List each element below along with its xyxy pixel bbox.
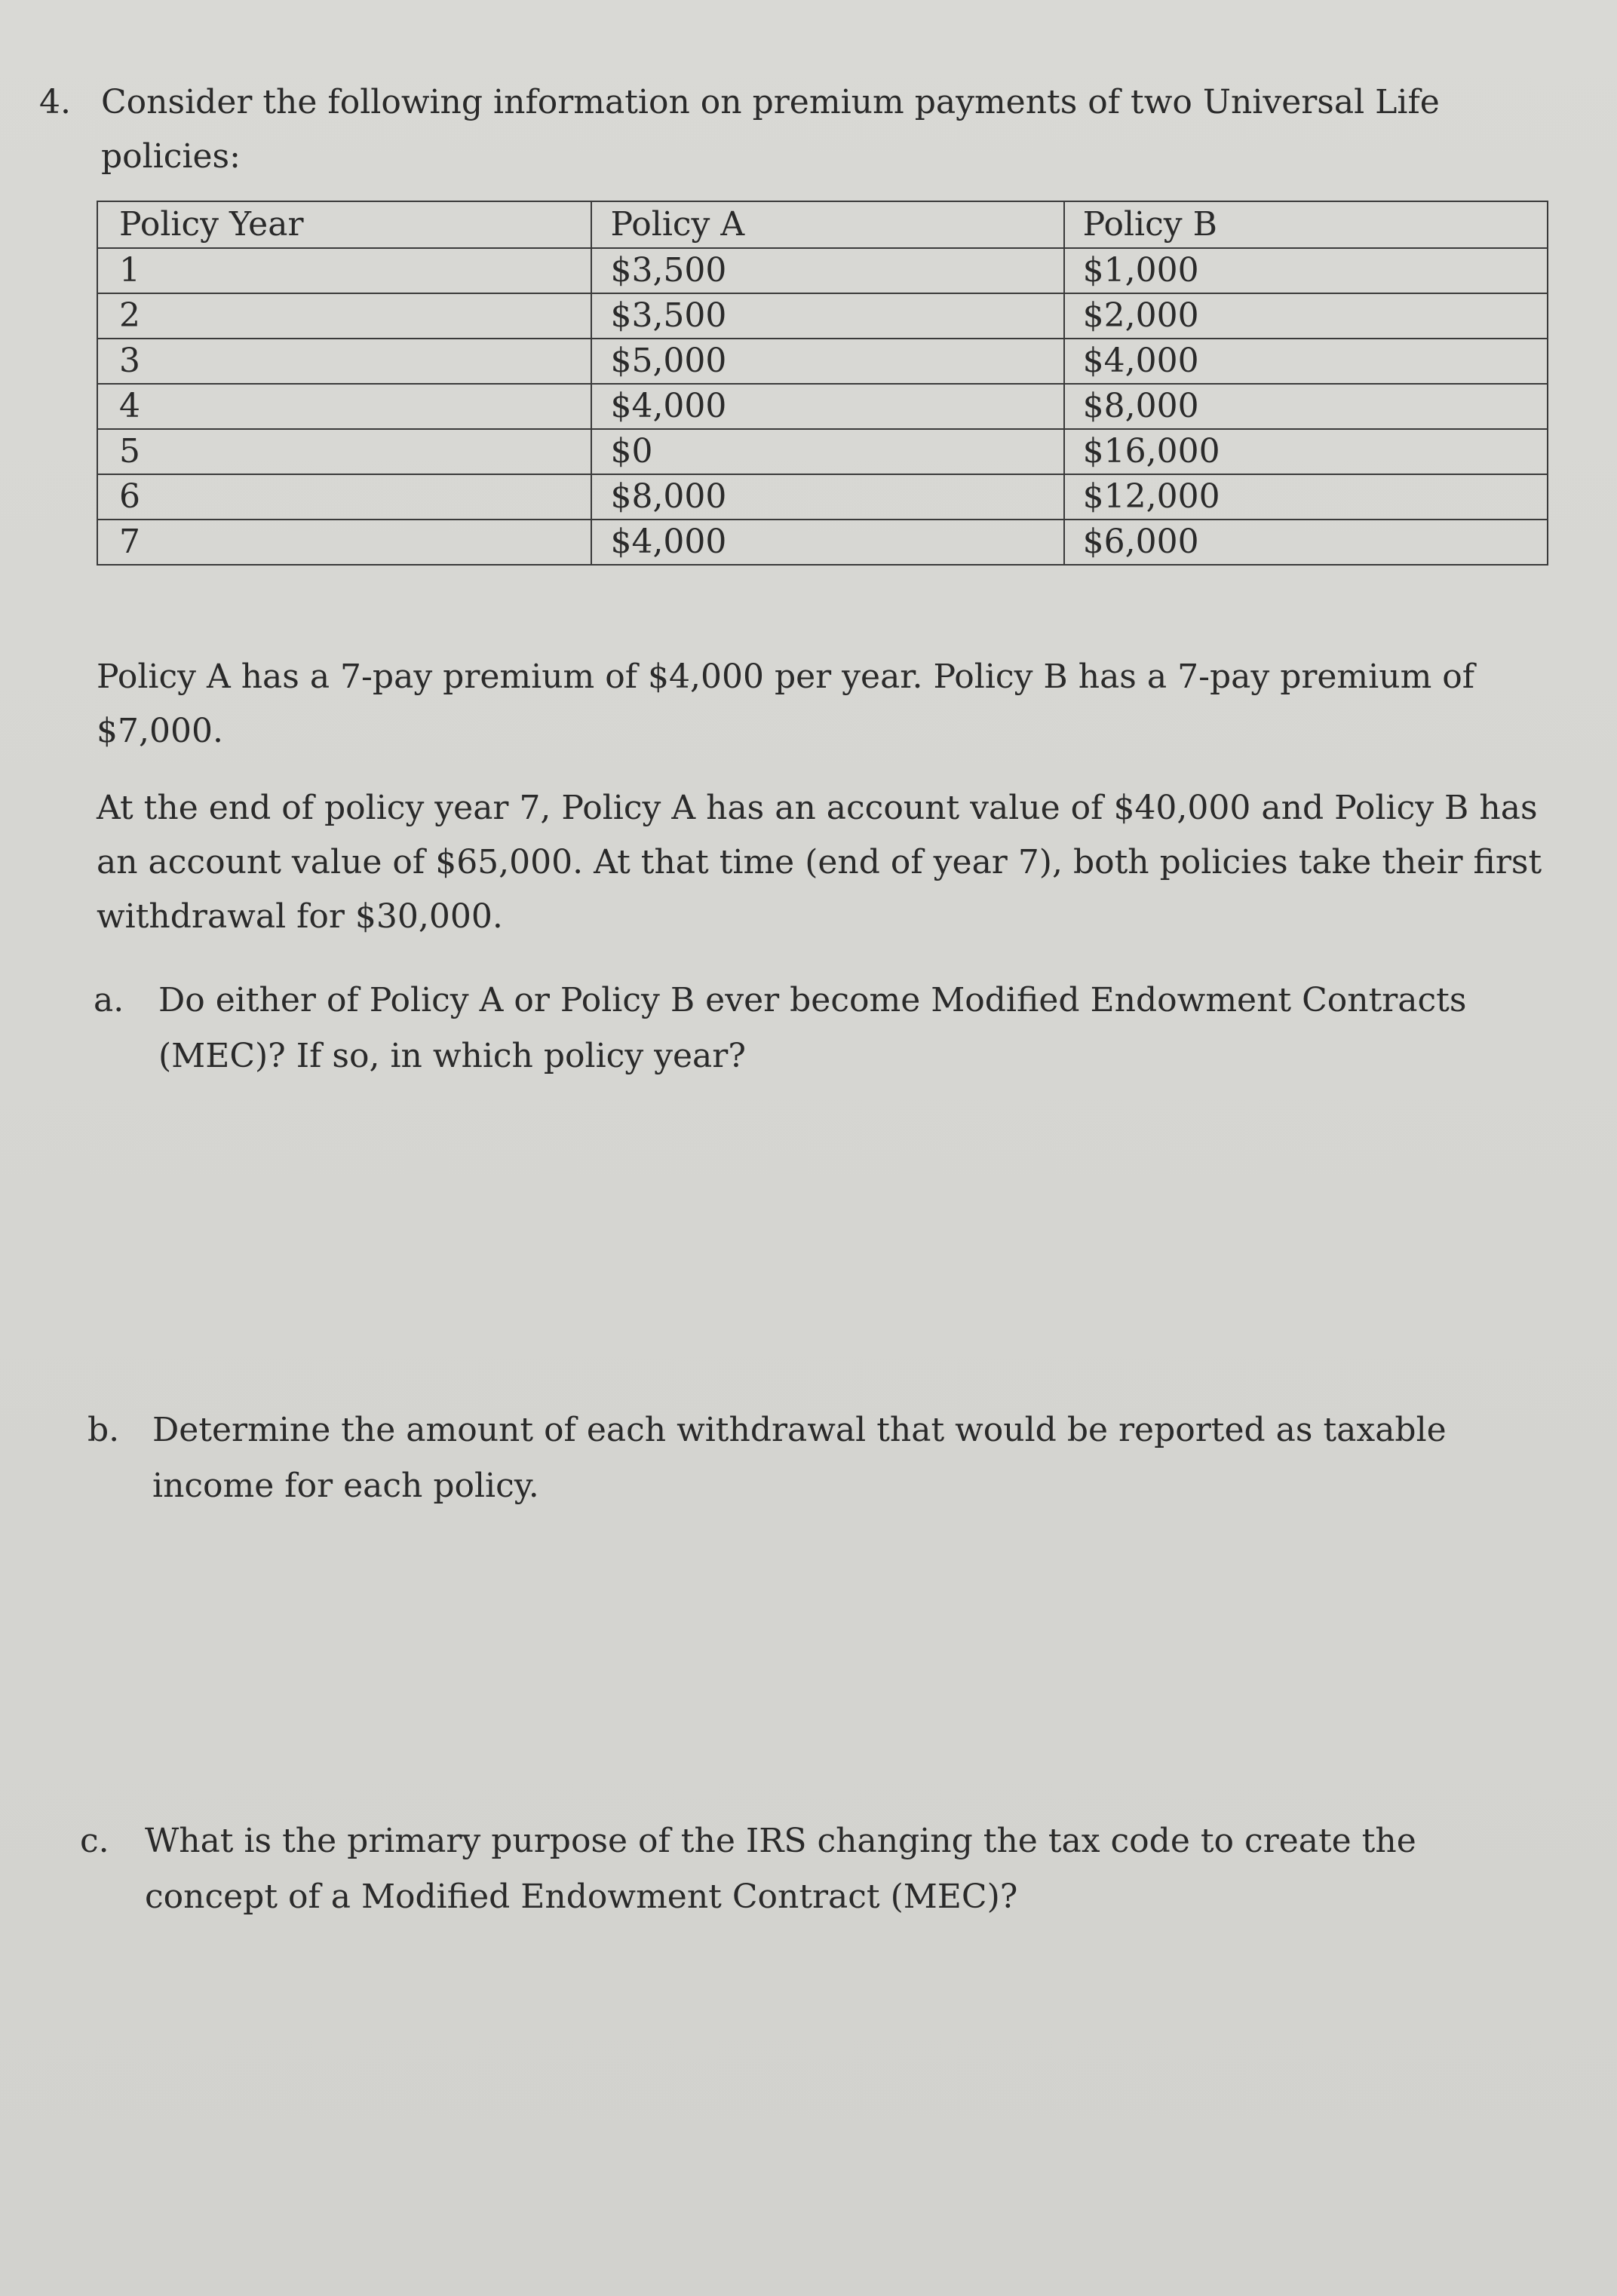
account-values-paragraph: At the end of policy year 7, Policy A has an account value of $40,000 and Policy B has an account value of $65,000. At that time (end of year 7), both policies take their first withdrawal for $30,000.	[97, 789, 1542, 936]
table-row	[97, 384, 1548, 429]
part-b	[87, 1402, 1520, 1514]
cell-policy-year: 1	[97, 248, 591, 293]
premium-payments-table	[97, 201, 1548, 566]
cell-policy-b: $8,000	[1064, 384, 1548, 429]
seven-pay-paragraph: Policy A has a 7-pay premium of $4,000 per year. Policy B has a 7-pay premium of $7,000.	[97, 658, 1475, 750]
cell-policy-b: $16,000	[1064, 429, 1548, 474]
cell-policy-a: $4,000	[591, 520, 1063, 565]
table-row	[97, 474, 1548, 520]
question-number: 4.	[39, 83, 71, 121]
table-row	[97, 293, 1548, 339]
cell-policy-b: $6,000	[1064, 520, 1548, 565]
part-c-letter: c.	[80, 1822, 109, 1860]
table-header-row	[97, 201, 1548, 248]
cell-policy-a: $3,500	[591, 248, 1063, 293]
cell-policy-b: $1,000	[1064, 248, 1548, 293]
cell-policy-year: 7	[97, 520, 591, 565]
table-row	[97, 429, 1548, 474]
header-policy-b: Policy B	[1064, 201, 1548, 248]
cell-policy-year: 4	[97, 384, 591, 429]
cell-policy-year: 6	[97, 474, 591, 520]
cell-policy-b: $12,000	[1064, 474, 1548, 520]
cell-policy-a: $5,000	[591, 339, 1063, 384]
table-row	[97, 339, 1548, 384]
cell-policy-year: 2	[97, 293, 591, 339]
cell-policy-b: $2,000	[1064, 293, 1548, 339]
part-b-letter: b.	[87, 1411, 120, 1449]
question-intro: Consider the following information on premium payments of two Universal Life policies:	[101, 83, 1440, 176]
part-a-question: Do either of Policy A or Policy B ever become Modified Endowment Contracts (MEC)? If so, in which policy year?	[158, 981, 1467, 1075]
cell-policy-a: $0	[591, 429, 1063, 474]
cell-policy-a: $3,500	[591, 293, 1063, 339]
table-row	[97, 520, 1548, 565]
header-policy-year: Policy Year	[97, 201, 591, 248]
part-c	[80, 1813, 1513, 1925]
cell-policy-b: $4,000	[1064, 339, 1548, 384]
table-row	[97, 248, 1548, 293]
part-a-letter: a.	[94, 981, 124, 1019]
part-b-question: Determine the amount of each withdrawal that would be reported as taxable income for each policy.	[152, 1411, 1447, 1505]
part-a	[94, 973, 1526, 1084]
question-header	[39, 75, 1533, 184]
cell-policy-year: 5	[97, 429, 591, 474]
header-policy-a: Policy A	[591, 201, 1063, 248]
part-c-question: What is the primary purpose of the IRS changing the tax code to create the concept of a Modified Endowment Contract (MEC)?	[145, 1822, 1416, 1916]
cell-policy-year: 3	[97, 339, 591, 384]
cell-policy-a: $4,000	[591, 384, 1063, 429]
cell-policy-a: $8,000	[591, 474, 1063, 520]
